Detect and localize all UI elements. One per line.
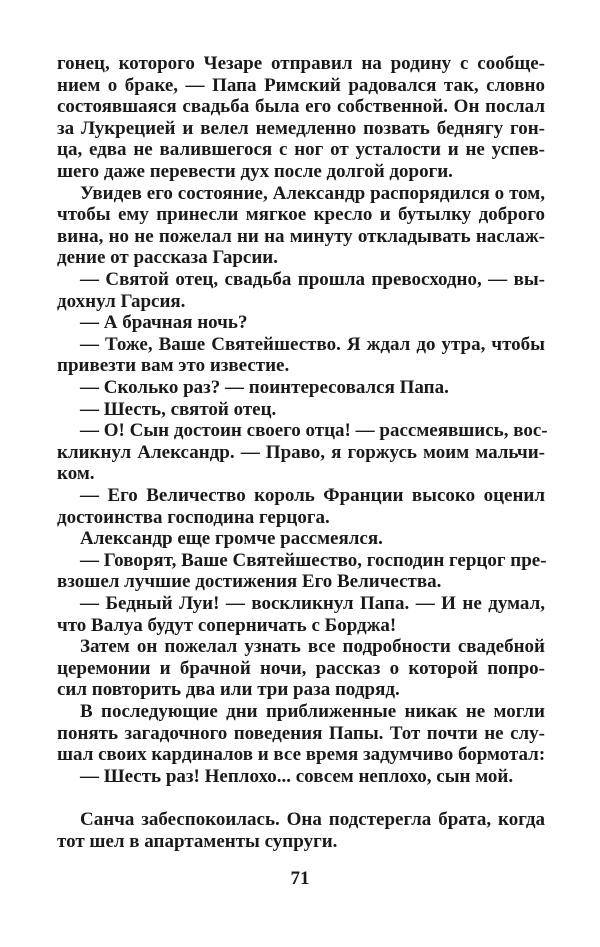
text-line: шал своих кардиналов и все время задумчиво бормотал:: [57, 744, 546, 766]
text-line: взошел лучшие достижения Его Величества.: [57, 571, 442, 593]
text-line: нием о браке, — Папа Римский радовался так, словно: [57, 74, 545, 96]
text-line: понять загадочного поведения Папы. Тот почти не слу-: [57, 722, 545, 744]
text-line: — Бедный Луи! — воскликнул Папа. — И не думал,: [80, 593, 545, 614]
text-line: ком.: [57, 463, 95, 485]
text-line: — Шесть, святой отец.: [80, 398, 277, 420]
text-line: дохнул Гарсия.: [57, 290, 186, 312]
text-line: — Сколько раз? — поинтересовался Папа.: [80, 377, 449, 398]
text-line: гонец, которого Чезаре отправил на родину с сообще-: [57, 53, 545, 74]
text-line: кликнул Александр. — Право, я горжусь моим мальчи-: [57, 441, 545, 463]
text-line: В последующие дни приближенные никак не могли: [80, 701, 545, 722]
text-line: состоявшаяся свадьба была его собственной. Он послал: [57, 96, 545, 118]
text-line: чтобы ему принесли мягкое кресло и бутылку доброго: [57, 204, 545, 226]
text-line: что Валуа будут соперничать с Борджа!: [57, 614, 397, 636]
text-line: вина, но не пожелал ни на минуту откладывать наслаж-: [57, 225, 545, 247]
text-line: — Тоже, Ваше Святейшество. Я ждал до утра, чтобы: [80, 333, 545, 355]
text-line: — О! Сын достоин своего отца! — рассмеявшись, вос-: [80, 420, 548, 442]
text-line: дение от рассказа Гарсии.: [57, 247, 278, 269]
text-line: Увидев его состояние, Александр распорядился о том,: [80, 182, 545, 204]
text-line: — А брачная ночь?: [80, 312, 248, 334]
text-line: — Шесть раз! Неплохо... совсем неплохо, сын мой.: [80, 765, 514, 787]
text-line: — Святой отец, свадьба прошла превосходно, — вы-: [80, 269, 545, 290]
text-line: шего даже перевести дух после долгой дороги.: [57, 161, 453, 182]
page-number: 71: [290, 868, 310, 889]
text-line: — Говорят, Ваше Святейшество, господин герцог пре-: [80, 549, 547, 571]
text-line: тот шел в апартаменты супруги.: [57, 831, 338, 852]
text-line: церемонии и брачной ночи, рассказ о которой попро-: [57, 657, 545, 679]
text-line: — Его Величество король Франции высоко оценил: [80, 485, 545, 506]
text-line: за Лукрецией и велел немедленно позвать беднягу гон-: [57, 117, 545, 139]
text-line: достоинства господина герцога.: [57, 506, 330, 528]
text-line: Санча забеспокоилась. Она подстерегла брата, когда: [80, 809, 545, 831]
text-line: Затем он пожелал узнать все подробности свадебной: [80, 636, 545, 658]
text-line: Александр еще громче рассмеялся.: [80, 528, 383, 550]
text-line: привезти вам это известие.: [57, 355, 290, 377]
text-line: ца, едва не валившегося с ног от усталости и не успев-: [57, 139, 545, 161]
text-line: сил повторить два или три раза подряд.: [57, 679, 400, 701]
